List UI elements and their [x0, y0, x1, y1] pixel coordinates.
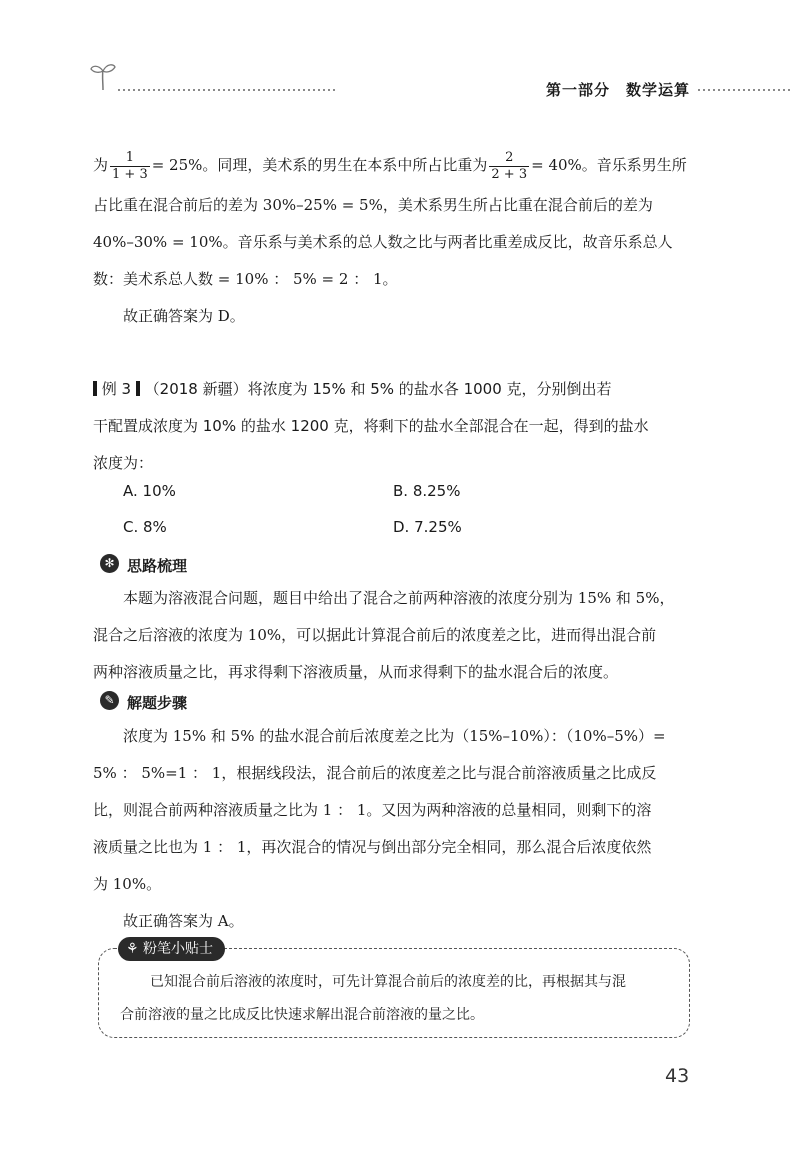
tip-line-1: 已知混合前后溶液的浓度时，可先计算混合前后的浓度差的比，再根据其与混	[150, 974, 626, 990]
wrench-icon: ✎	[100, 691, 119, 710]
intro-line-1	[93, 143, 693, 187]
solution-heading	[104, 692, 188, 713]
analysis-title: 思路梳理	[127, 557, 188, 575]
solution-answer: 故正确答案为 A。	[123, 912, 244, 930]
tip-label	[118, 937, 225, 961]
analysis-line-2: 混合之后溶液的浓度为 10%，可以据此计算混合前后的浓度差之比，进而得出混合前	[93, 626, 657, 644]
page-header	[0, 0, 800, 110]
tip-line-2: 合前溶液的量之比成反比快速求解出混合前溶液的量之比。	[120, 1007, 484, 1023]
solution-line-3: 比，则混合前两种溶液质量之比为 1 ： 1。又因为两种溶液的总量相同，则剩下的溶	[93, 801, 652, 819]
fraction-1	[110, 150, 150, 183]
sprout-icon	[88, 60, 118, 92]
tip-text	[120, 966, 680, 1032]
intro-text: 为	[93, 156, 109, 174]
intro-line-4: 数：美术系总人数 = 10% ： 5% = 2 ： 1。	[93, 270, 398, 288]
gear-icon: ✻	[100, 554, 119, 573]
example-marker-right	[136, 381, 140, 396]
example-line-3: 浓度为：	[93, 454, 154, 472]
example-question	[93, 371, 693, 482]
fraction-denominator: 1 + 3	[112, 166, 148, 182]
option-a: A. 10%	[123, 482, 176, 500]
analysis-line-3: 两种溶液质量之比，再求得剩下溶液质量，从而求得剩下的盐水混合后的浓度。	[93, 663, 619, 681]
fraction-denominator: 2 + 3	[491, 166, 528, 182]
intro-text: = 25%。同理，美术系的男生在本系中所占比重为	[151, 156, 488, 174]
solution-paragraph	[93, 718, 693, 940]
option-b: B. 8.25%	[393, 482, 461, 500]
intro-line-2: 占比重在混合前后的差为 30%–25% = 5%，美术系男生所占比重在混合前后的差为	[93, 196, 653, 214]
example-label: 例 3	[101, 380, 132, 398]
intro-paragraph	[93, 143, 693, 335]
intro-text: = 40%。音乐系男生所	[531, 156, 687, 174]
example-marker-left	[93, 381, 97, 396]
example-text: （2018 新疆）将浓度为 15% 和 5% 的盐水各 1000 克，分别倒出若	[144, 380, 612, 398]
analysis-line-1: 本题为溶液混合问题，题目中给出了混合之前两种溶液的浓度分别为 15% 和 5%，	[123, 589, 675, 607]
example-line-1	[93, 371, 693, 408]
header-dotted-rule-left	[118, 89, 338, 91]
fraction-numerator: 1	[110, 150, 150, 167]
solution-line-4: 液质量之比也为 1 ： 1，再次混合的情况与倒出部分完全相同，那么混合后浓度依然	[93, 838, 652, 856]
analysis-heading	[104, 555, 188, 576]
analysis-paragraph	[93, 580, 693, 691]
page-number: 43	[665, 1065, 690, 1087]
intro-answer: 故正确答案为 D。	[123, 307, 245, 325]
header-dotted-rule-right	[698, 89, 790, 91]
option-c: C. 8%	[123, 518, 167, 536]
example-line-2: 干配置成浓度为 10% 的盐水 1200 克，将剩下的盐水全部混合在一起，得到的盐水	[93, 417, 649, 435]
intro-line-3: 40%–30% = 10%。音乐系与美术系的总人数之比与两者比重差成反比，故音乐系总人	[93, 233, 673, 251]
solution-line-1: 浓度为 15% 和 5% 的盐水混合前后浓度差之比为（15%–10%）：（10%–5%）=	[123, 727, 666, 745]
sprout-icon: ⚘	[126, 941, 139, 957]
fraction-numerator: 2	[489, 150, 529, 167]
fraction-2	[489, 150, 529, 183]
tip-label-text: 粉笔小贴士	[143, 941, 214, 957]
section-title: 第一部分 数学运算	[545, 81, 690, 99]
solution-title: 解题步骤	[127, 694, 188, 712]
solution-line-2: 5% ： 5%=1 ： 1，根据线段法，混合前后的浓度差之比与混合前溶液质量之比成反	[93, 764, 657, 782]
option-d: D. 7.25%	[393, 518, 462, 536]
solution-line-5: 为 10%。	[93, 875, 162, 893]
